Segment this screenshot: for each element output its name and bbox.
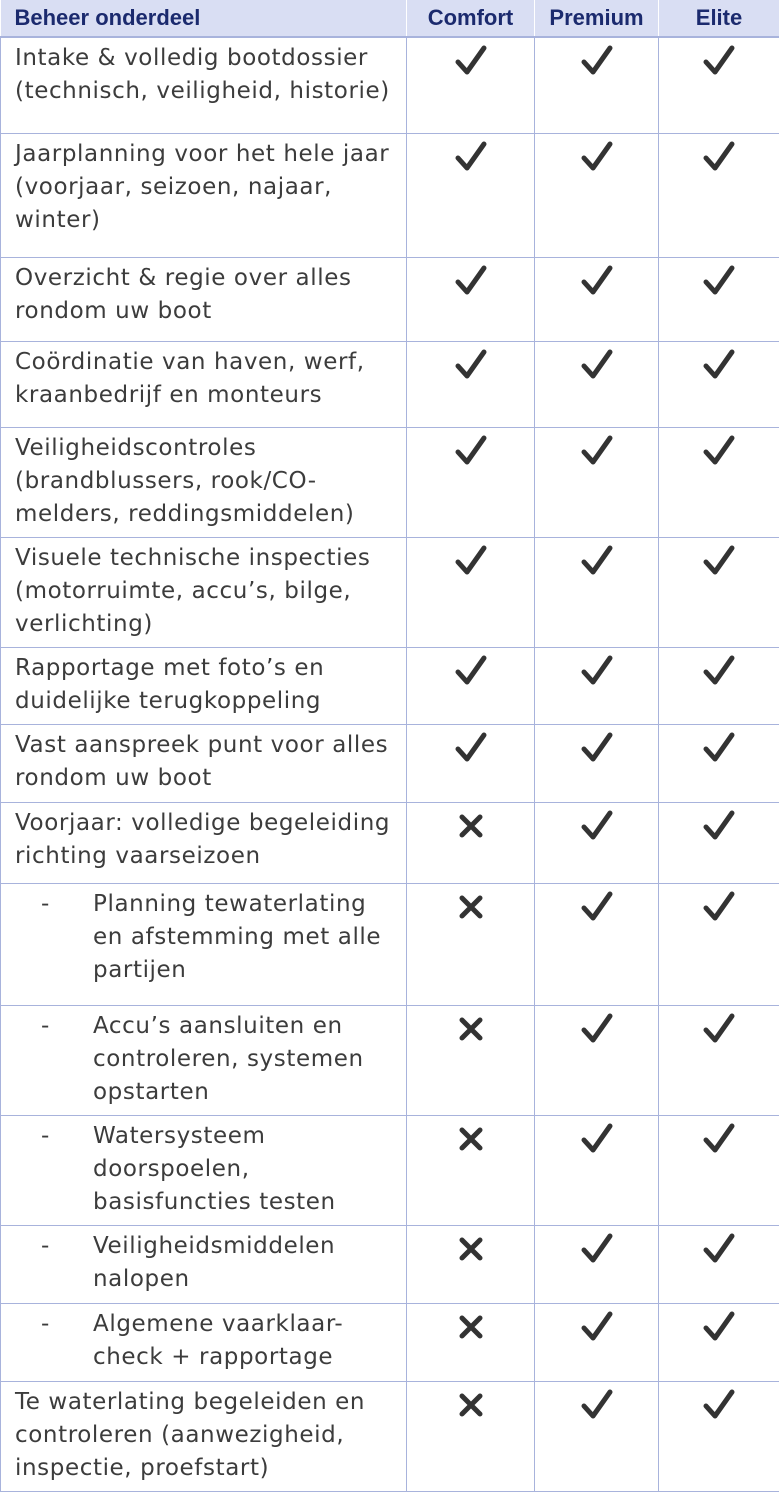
cell-comfort <box>407 133 535 257</box>
check-icon <box>454 140 488 174</box>
cell-premium <box>535 537 659 647</box>
feature-cell <box>1 133 407 257</box>
feature-label: Voorjaar: volledige begeleiding richting vaarseizoen <box>15 810 390 869</box>
table-row <box>1 1005 779 1115</box>
check-icon <box>454 44 488 78</box>
check-icon <box>580 1388 614 1422</box>
cross-icon <box>458 1392 484 1418</box>
cell-elite <box>659 1005 779 1115</box>
feature-label: Te waterlating begeleiden en controleren (aanwezigheid, inspectie, proefstart) <box>15 1389 365 1481</box>
feature-label: Watersysteem doorspoelen, basisfuncties testen <box>93 1120 396 1219</box>
feature-cell <box>1 37 407 133</box>
cell-elite <box>659 883 779 1005</box>
cross-icon <box>458 813 484 839</box>
table-row <box>1 1225 779 1303</box>
table-row <box>1 37 779 133</box>
check-icon <box>580 264 614 298</box>
check-icon <box>580 1122 614 1156</box>
cell-premium <box>535 37 659 133</box>
check-icon <box>580 44 614 78</box>
cell-elite <box>659 537 779 647</box>
cell-elite <box>659 427 779 537</box>
check-icon <box>580 731 614 765</box>
check-icon <box>702 1012 736 1046</box>
cell-elite <box>659 647 779 724</box>
feature-label: Algemene vaarklaar-check + rapportage <box>93 1308 396 1374</box>
cross-icon <box>458 1314 484 1340</box>
check-icon <box>702 1232 736 1266</box>
header-plan-elite: Elite <box>659 0 779 37</box>
cell-comfort <box>407 537 535 647</box>
cell-comfort <box>407 724 535 802</box>
check-icon <box>580 890 614 924</box>
bullet-dash: - <box>15 1230 93 1296</box>
check-icon <box>702 544 736 578</box>
check-icon <box>702 654 736 688</box>
bullet-dash: - <box>15 1010 93 1109</box>
check-icon <box>580 434 614 468</box>
cell-premium <box>535 133 659 257</box>
table-row <box>1 133 779 257</box>
check-icon <box>454 544 488 578</box>
check-icon <box>702 1310 736 1344</box>
check-icon <box>702 348 736 382</box>
check-icon <box>702 731 736 765</box>
feature-label: Veiligheidsmiddelen nalopen <box>93 1230 396 1296</box>
check-icon <box>454 264 488 298</box>
cell-elite <box>659 133 779 257</box>
cell-comfort <box>407 341 535 427</box>
table-row <box>1 647 779 724</box>
cell-elite <box>659 1225 779 1303</box>
feature-cell <box>1 537 407 647</box>
feature-label: Intake & volledig bootdossier (technisch, veiligheid, historie) <box>15 45 390 104</box>
table-row <box>1 1381 779 1491</box>
feature-cell <box>1 1225 407 1303</box>
cross-icon <box>458 1236 484 1262</box>
feature-cell <box>1 1303 407 1381</box>
cell-premium <box>535 647 659 724</box>
cell-premium <box>535 1303 659 1381</box>
table-row <box>1 1303 779 1381</box>
check-icon <box>580 654 614 688</box>
cell-comfort <box>407 1303 535 1381</box>
feature-cell <box>1 1115 407 1225</box>
check-icon <box>702 264 736 298</box>
check-icon <box>702 1388 736 1422</box>
header-row <box>1 0 779 37</box>
feature-cell <box>1 1005 407 1115</box>
check-icon <box>580 809 614 843</box>
cross-icon <box>458 1126 484 1152</box>
cell-comfort <box>407 802 535 883</box>
check-icon <box>702 1122 736 1156</box>
check-icon <box>580 544 614 578</box>
cell-premium <box>535 1225 659 1303</box>
feature-cell <box>1 427 407 537</box>
check-icon <box>702 434 736 468</box>
table-row <box>1 257 779 341</box>
cell-premium <box>535 1005 659 1115</box>
feature-label: Veiligheidscontroles (brandblussers, rook/CO-melders, reddingsmiddelen) <box>15 435 354 527</box>
table-row <box>1 802 779 883</box>
check-icon <box>702 44 736 78</box>
check-icon <box>580 1012 614 1046</box>
feature-label: Visuele technische inspecties (motorruimte, accu’s, bilge, verlichting) <box>15 545 371 637</box>
table-body <box>1 37 779 1491</box>
cell-elite <box>659 802 779 883</box>
cell-comfort <box>407 257 535 341</box>
cell-elite <box>659 1303 779 1381</box>
cell-elite <box>659 1115 779 1225</box>
cross-icon <box>458 1016 484 1042</box>
cell-comfort <box>407 1381 535 1491</box>
cell-premium <box>535 427 659 537</box>
check-icon <box>454 731 488 765</box>
cell-premium <box>535 802 659 883</box>
cell-comfort <box>407 427 535 537</box>
check-icon <box>580 1310 614 1344</box>
check-icon <box>454 434 488 468</box>
check-icon <box>580 140 614 174</box>
cell-elite <box>659 1381 779 1491</box>
bullet-dash: - <box>15 888 93 987</box>
cell-elite <box>659 724 779 802</box>
cell-premium <box>535 341 659 427</box>
check-icon <box>580 1232 614 1266</box>
cell-premium <box>535 883 659 1005</box>
table-row <box>1 341 779 427</box>
cell-comfort <box>407 1005 535 1115</box>
check-icon <box>454 348 488 382</box>
table-row <box>1 427 779 537</box>
table-row <box>1 1115 779 1225</box>
feature-cell <box>1 647 407 724</box>
cell-elite <box>659 37 779 133</box>
feature-label: Planning tewaterlating en afstemming met alle partijen <box>93 888 396 987</box>
cell-premium <box>535 1115 659 1225</box>
check-icon <box>702 809 736 843</box>
check-icon <box>580 348 614 382</box>
feature-cell <box>1 1381 407 1491</box>
feature-label: Vast aanspreek punt voor alles rondom uw boot <box>15 732 388 791</box>
cell-comfort <box>407 1115 535 1225</box>
table-row <box>1 724 779 802</box>
feature-cell <box>1 883 407 1005</box>
feature-cell <box>1 802 407 883</box>
feature-cell <box>1 724 407 802</box>
header-feature: Beheer onderdeel <box>1 0 407 37</box>
cell-elite <box>659 341 779 427</box>
cell-comfort <box>407 1225 535 1303</box>
feature-label: Accu’s aansluiten en controleren, systemen opstarten <box>93 1010 396 1109</box>
feature-label: Coördinatie van haven, werf, kraanbedrijf en monteurs <box>15 349 365 408</box>
cell-premium <box>535 257 659 341</box>
feature-label: Rapportage met foto’s en duidelijke terugkoppeling <box>15 655 324 714</box>
check-icon <box>702 890 736 924</box>
bullet-dash: - <box>15 1308 93 1374</box>
cell-premium <box>535 724 659 802</box>
cell-elite <box>659 257 779 341</box>
feature-label: Overzicht & regie over alles rondom uw boot <box>15 265 352 324</box>
check-icon <box>454 654 488 688</box>
cell-comfort <box>407 37 535 133</box>
cell-premium <box>535 1381 659 1491</box>
feature-cell <box>1 257 407 341</box>
cell-comfort <box>407 883 535 1005</box>
bullet-dash: - <box>15 1120 93 1219</box>
header-plan-premium: Premium <box>535 0 659 37</box>
feature-label: Jaarplanning voor het hele jaar (voorjaar, seizoen, najaar, winter) <box>15 141 389 233</box>
table-row <box>1 537 779 647</box>
check-icon <box>702 140 736 174</box>
cell-comfort <box>407 647 535 724</box>
table-row <box>1 883 779 1005</box>
feature-cell <box>1 341 407 427</box>
header-plan-comfort: Comfort <box>407 0 535 37</box>
cross-icon <box>458 894 484 920</box>
